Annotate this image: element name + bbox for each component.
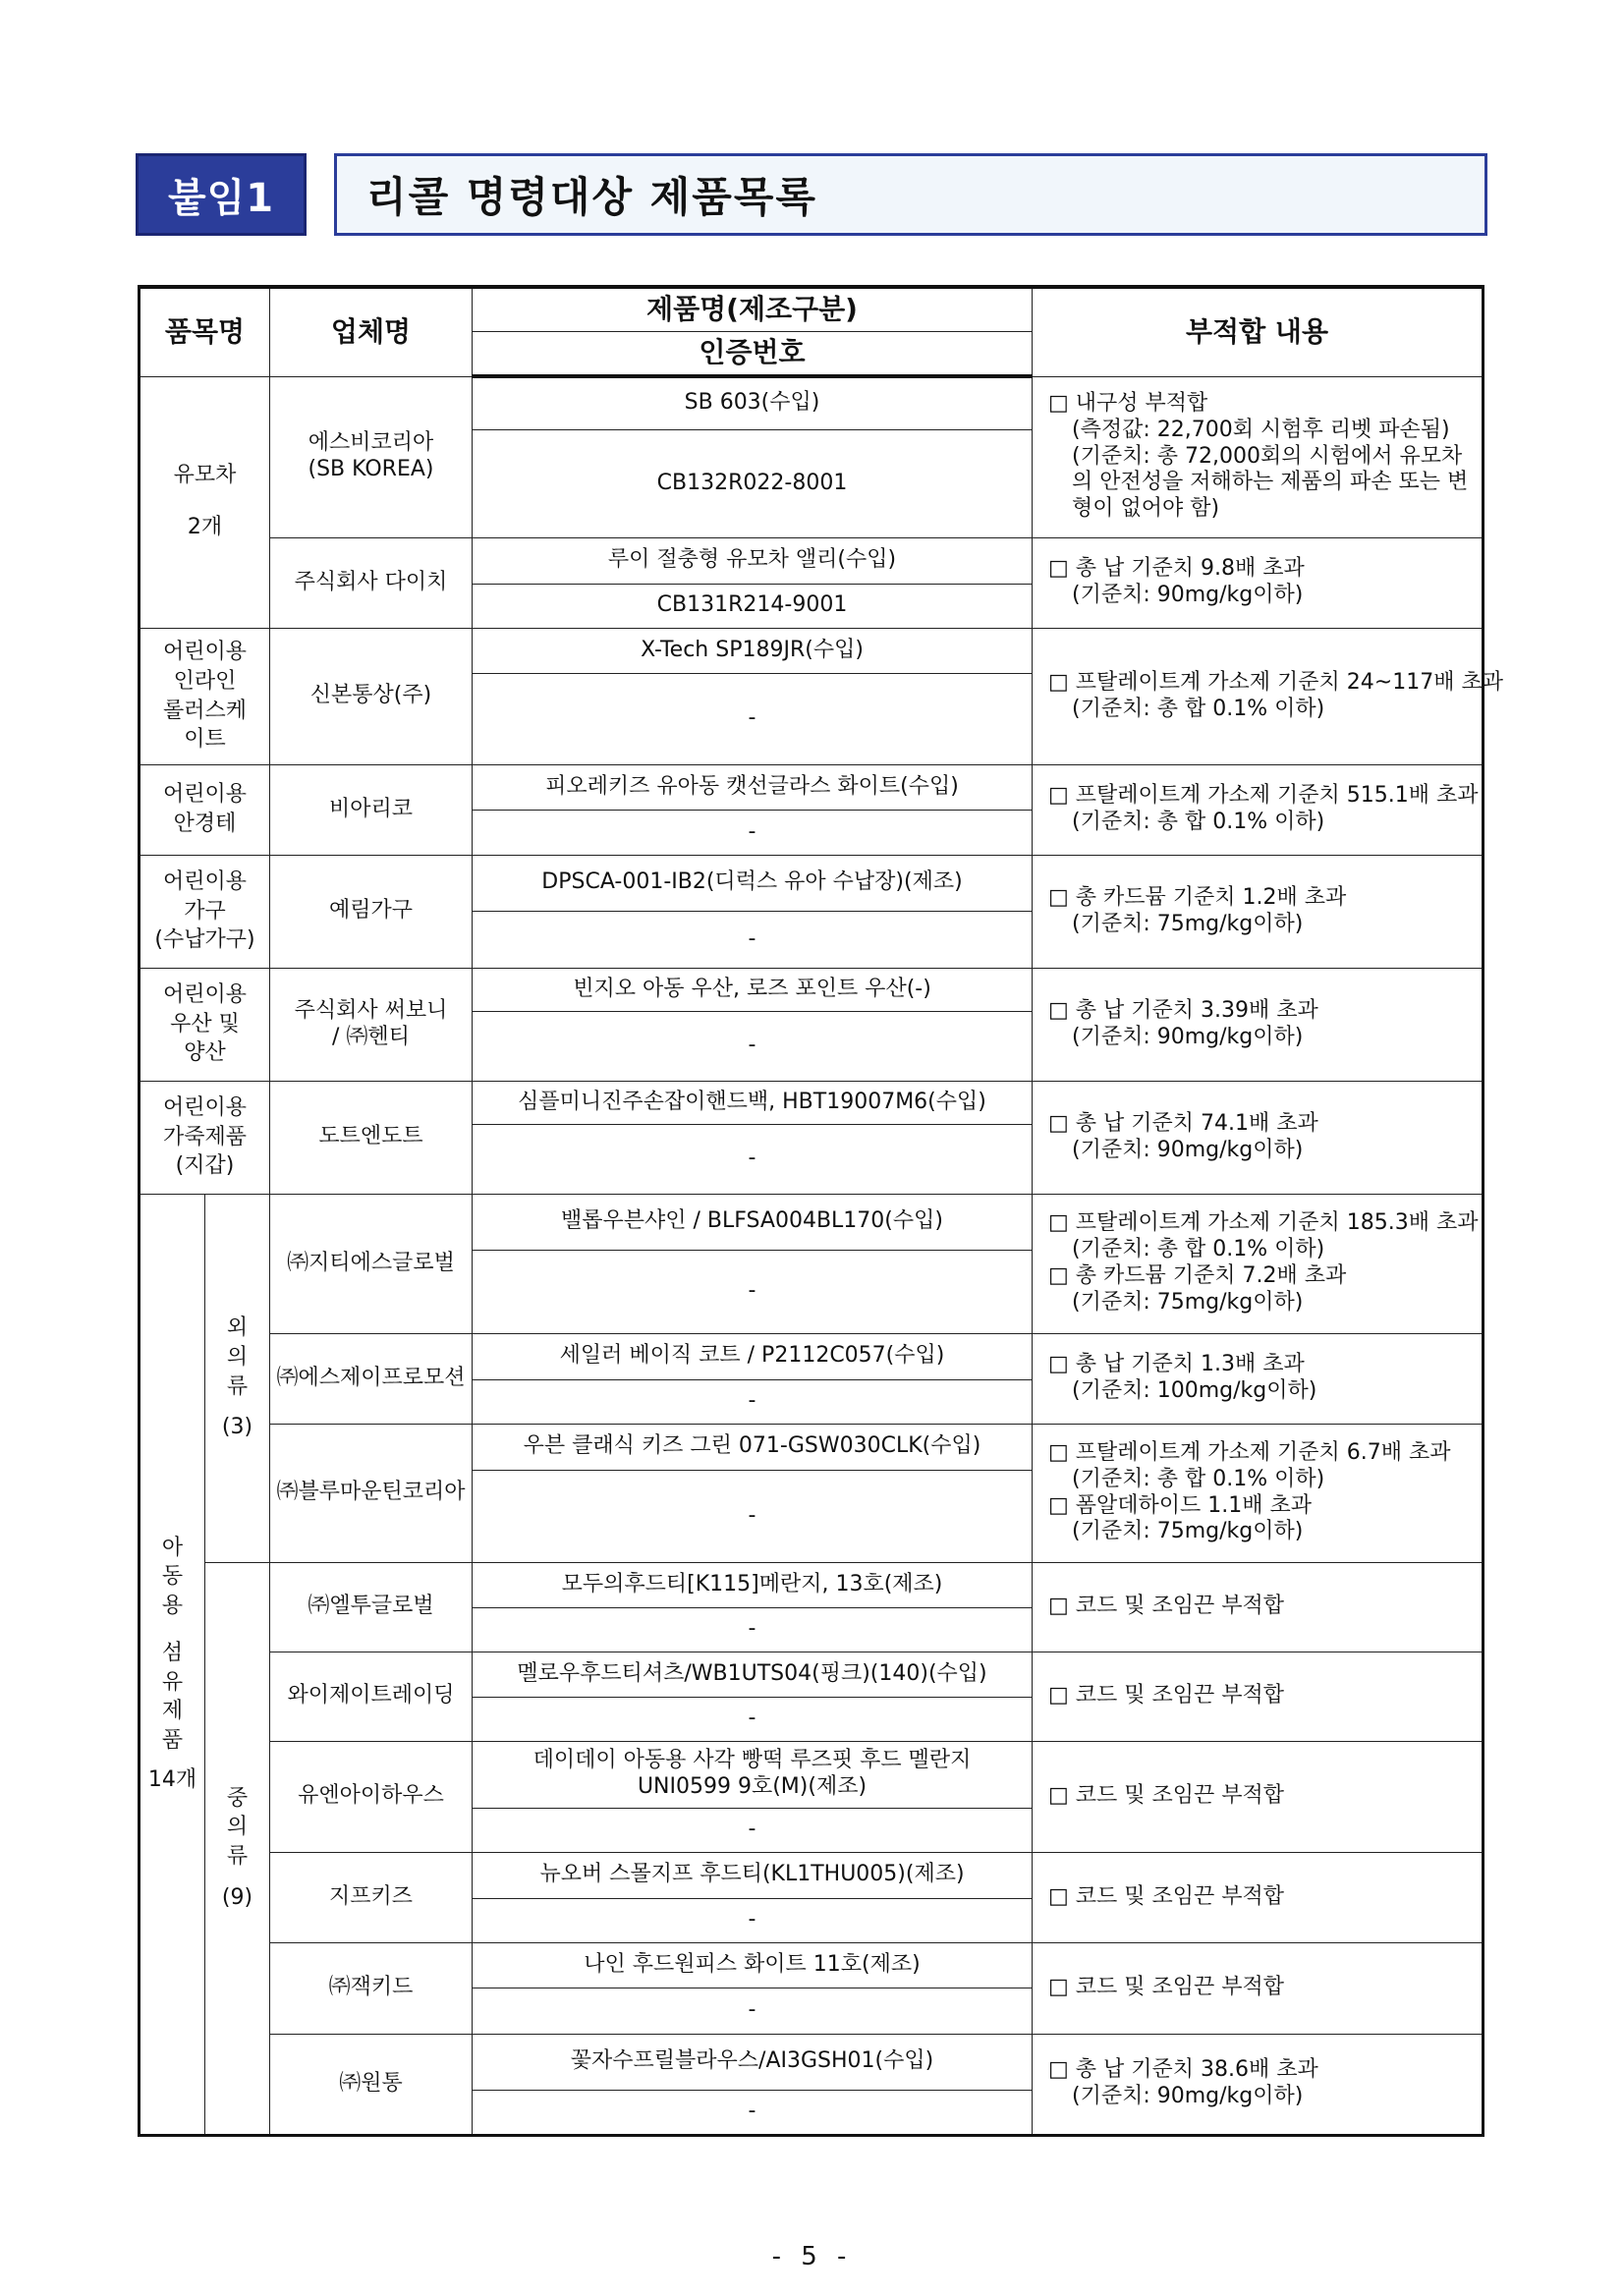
product-name: 데이데이 아동용 사각 빵떡 루즈핏 후드 멜란지 UNI0599 9호(M)(제조) bbox=[473, 1741, 1033, 1808]
company-cell: 와이제이트레이딩 bbox=[270, 1652, 473, 1741]
subcategory-outerwear: 외 의 류 (3) bbox=[205, 1194, 270, 1562]
recall-product-table bbox=[138, 285, 1503, 2137]
defect-cell: □ 코드 및 조임끈 부적합 bbox=[1033, 1562, 1484, 1652]
defect-cell: □ 프탈레이트계 가소제 기준치 185.3배 초과 (기준치: 총 합 0.1% 이하) □ 총 카드뮴 기준치 7.2배 초과 (기준치: 75mg/kg이하) bbox=[1033, 1194, 1484, 1333]
cert-number: CB132R022-8001 bbox=[473, 429, 1033, 537]
category-umbrella: 어린이용 우산 및 양산 bbox=[140, 968, 270, 1081]
company-cell: 도트엔도트 bbox=[270, 1081, 473, 1194]
subcategory-midlayer: 중 의 류 (9) bbox=[205, 1562, 270, 2135]
cert-number: - bbox=[473, 1808, 1033, 1852]
category-furniture: 어린이용 가구 (수납가구) bbox=[140, 855, 270, 968]
company-cell: ㈜지티에스글로벌 bbox=[270, 1194, 473, 1333]
company-cell: 에스비코리아 (SB KOREA) bbox=[270, 376, 473, 537]
category-skates: 어린이용 인라인 롤러스케 이트 bbox=[140, 628, 270, 764]
product-name: 모두의후드티[K115]메란지, 13호(제조) bbox=[473, 1562, 1033, 1607]
defect-cell: □ 코드 및 조임끈 부적합 bbox=[1033, 1852, 1484, 1942]
product-name: X-Tech SP189JR(수입) bbox=[473, 628, 1033, 673]
page-number: - 5 - bbox=[771, 2242, 853, 2271]
page-header bbox=[0, 0, 1624, 255]
category-stroller: 유모차 2개 bbox=[140, 376, 270, 628]
company-cell: 신본통상(주) bbox=[270, 628, 473, 764]
company-cell: ㈜엘투글로벌 bbox=[270, 1562, 473, 1652]
defect-cell: □ 코드 및 조임끈 부적합 bbox=[1033, 1741, 1484, 1852]
cert-number: - bbox=[473, 810, 1033, 855]
company-cell: 지프키즈 bbox=[270, 1852, 473, 1942]
company-cell: ㈜잭키드 bbox=[270, 1942, 473, 2034]
cert-number: - bbox=[473, 1988, 1033, 2034]
company-cell: ㈜에스제이프로모션 bbox=[270, 1333, 473, 1424]
cert-number: - bbox=[473, 1607, 1033, 1652]
product-name: 루이 절충형 유모차 앨리(수입) bbox=[473, 537, 1033, 584]
cert-number: - bbox=[473, 1898, 1033, 1942]
defect-cell: □ 총 납 기준치 38.6배 초과 (기준치: 90mg/kg이하) bbox=[1033, 2034, 1484, 2135]
product-name: 우븐 클래식 키즈 그린 071-GSW030CLK(수입) bbox=[473, 1424, 1033, 1470]
defect-cell: □ 총 납 기준치 9.8배 초과 (기준치: 90mg/kg이하) bbox=[1033, 537, 1484, 628]
product-name: SB 603(수입) bbox=[473, 376, 1033, 429]
product-name: 멜로우후드티셔츠/WB1UTS04(핑크)(140)(수입) bbox=[473, 1652, 1033, 1697]
defect-cell: □ 내구성 부적합 (측정값: 22,700회 시험후 리벳 파손됨) (기준치: 총 72,000회의 시험에서 유모차의 안전성을 저해하는 제품의 파손 또는 변형이 없어야 함) bbox=[1033, 376, 1484, 537]
product-name: 뉴오버 스몰지프 후드티(KL1THU005)(제조) bbox=[473, 1852, 1033, 1898]
product-name: 세일러 베이직 코트 / P2112C057(수입) bbox=[473, 1333, 1033, 1379]
cert-number: - bbox=[473, 1379, 1033, 1424]
product-name: 나인 후드원피스 화이트 11호(제조) bbox=[473, 1942, 1033, 1988]
defect-cell: □ 코드 및 조임끈 부적합 bbox=[1033, 1652, 1484, 1741]
company-cell: 주식회사 다이치 bbox=[270, 537, 473, 628]
cert-number: - bbox=[473, 1470, 1033, 1562]
page-title: 리콜 명령대상 제품목록 bbox=[334, 153, 1487, 236]
defect-cell: □ 프탈레이트계 가소제 기준치 24~117배 초과 (기준치: 총 합 0.1% 이하) bbox=[1033, 628, 1484, 764]
header-company: 업체명 bbox=[270, 287, 473, 376]
company-cell: 유엔아이하우스 bbox=[270, 1741, 473, 1852]
product-name: DPSCA-001-IB2(디럭스 유아 수납장)(제조) bbox=[473, 855, 1033, 911]
cert-number: CB131R214-9001 bbox=[473, 584, 1033, 628]
defect-cell: □ 프탈레이트계 가소제 기준치 6.7배 초과 (기준치: 총 합 0.1% 이하) □ 폼알데하이드 1.1배 초과 (기준치: 75mg/kg이하) bbox=[1033, 1424, 1484, 1562]
company-cell: 예림가구 bbox=[270, 855, 473, 968]
category-leather: 어린이용 가죽제품 (지갑) bbox=[140, 1081, 270, 1194]
cert-number: - bbox=[473, 673, 1033, 764]
cert-number: - bbox=[473, 1011, 1033, 1081]
cert-number: - bbox=[473, 1124, 1033, 1194]
header-item: 품목명 bbox=[140, 287, 270, 376]
company-cell: ㈜원통 bbox=[270, 2034, 473, 2135]
product-name: 피오레키즈 유아동 캣선글라스 화이트(수입) bbox=[473, 764, 1033, 810]
defect-cell: □ 총 납 기준치 3.39배 초과 (기준치: 90mg/kg이하) bbox=[1033, 968, 1484, 1081]
header-cert: 인증번호 bbox=[473, 332, 1033, 377]
defect-cell: □ 코드 및 조임끈 부적합 bbox=[1033, 1942, 1484, 2034]
company-cell: ㈜블루마운틴코리아 bbox=[270, 1424, 473, 1562]
category-glasses: 어린이용 안경테 bbox=[140, 764, 270, 855]
category-textile: 아 동 용 섬 유 제 품 14개 bbox=[140, 1194, 205, 2135]
header-product: 제품명(제조구분) bbox=[473, 287, 1033, 332]
product-name: 밸롭우븐샤인 / BLFSA004BL170(수입) bbox=[473, 1194, 1033, 1250]
defect-cell: □ 프탈레이트계 가소제 기준치 515.1배 초과 (기준치: 총 합 0.1% 이하) bbox=[1033, 764, 1484, 855]
cert-number: - bbox=[473, 1250, 1033, 1333]
product-name: 심플미니진주손잡이핸드백, HBT19007M6(수입) bbox=[473, 1081, 1033, 1124]
product-name: 꽃자수프릴블라우스/AI3GSH01(수입) bbox=[473, 2034, 1033, 2090]
defect-cell: □ 총 카드뮴 기준치 1.2배 초과 (기준치: 75mg/kg이하) bbox=[1033, 855, 1484, 968]
product-name: 빈지오 아동 우산, 로즈 포인트 우산(-) bbox=[473, 968, 1033, 1011]
defect-cell: □ 총 납 기준치 1.3배 초과 (기준치: 100mg/kg이하) bbox=[1033, 1333, 1484, 1424]
attachment-tag: 붙임1 bbox=[136, 153, 307, 236]
cert-number: - bbox=[473, 1697, 1033, 1741]
header-defect: 부적합 내용 bbox=[1033, 287, 1484, 376]
cert-number: - bbox=[473, 911, 1033, 968]
company-cell: 비아리코 bbox=[270, 764, 473, 855]
defect-cell: □ 총 납 기준치 74.1배 초과 (기준치: 90mg/kg이하) bbox=[1033, 1081, 1484, 1194]
cert-number: - bbox=[473, 2090, 1033, 2135]
company-cell: 주식회사 써보니 / ㈜헨티 bbox=[270, 968, 473, 1081]
